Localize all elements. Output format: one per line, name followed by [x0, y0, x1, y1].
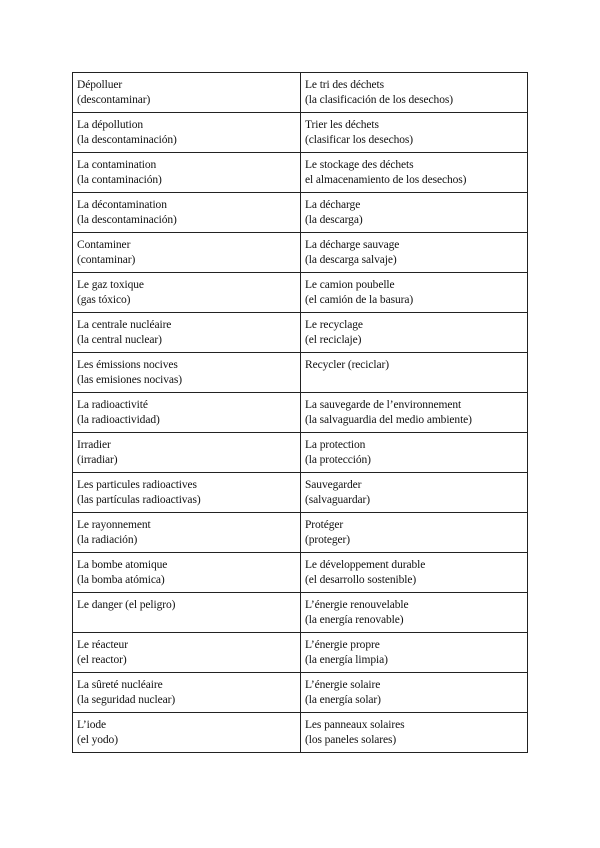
term-line: Irradier	[77, 439, 111, 451]
table-row	[73, 313, 528, 353]
term-line: Dépolluer	[77, 79, 123, 91]
term-translation-line: (descontaminar)	[77, 94, 151, 106]
term-translation-line: (el desarrollo sostenible)	[305, 574, 417, 586]
term-translation-line: (la clasificación de los desechos)	[305, 94, 453, 106]
term-line: Les émissions nocives	[77, 359, 178, 371]
term-line: L’énergie propre	[305, 639, 380, 651]
french-term-cell	[73, 393, 301, 433]
term-line: La sauvegarde de l’environnement	[305, 399, 462, 411]
term-line: Le camion poubelle	[305, 279, 395, 291]
term-line: L’iode	[77, 719, 106, 731]
translation-cell	[301, 273, 528, 313]
french-term-cell	[73, 513, 301, 553]
term-translation-line: (clasificar los desechos)	[305, 134, 413, 146]
translation-cell	[301, 353, 528, 393]
table-row	[73, 273, 528, 313]
term-line: La décontamination	[77, 199, 167, 211]
term-translation-line: (las emisiones nocivas)	[77, 374, 183, 386]
term-translation-line: (la salvaguardia del medio ambiente)	[305, 414, 472, 426]
term-translation-line: (la bomba atómica)	[77, 574, 165, 586]
translation-cell	[301, 73, 528, 113]
term-translation-line: (la central nuclear)	[77, 334, 162, 346]
term-translation-line: (la descarga)	[305, 214, 363, 226]
term-translation-line: (la radioactividad)	[77, 414, 160, 426]
translation-cell	[301, 113, 528, 153]
term-line: L’énergie solaire	[305, 679, 381, 691]
french-term-cell	[73, 593, 301, 633]
french-term-cell	[73, 353, 301, 393]
table-row	[73, 153, 528, 193]
term-line: Les panneaux solaires	[305, 719, 405, 731]
term-translation-line: (las partículas radioactivas)	[77, 494, 201, 506]
french-term-cell	[73, 433, 301, 473]
french-term-cell	[73, 233, 301, 273]
term-line: Recycler (reciclar)	[305, 359, 389, 371]
french-term-cell	[73, 673, 301, 713]
term-translation-line: (la protección)	[305, 454, 371, 466]
term-line: La dépollution	[77, 119, 143, 131]
term-translation-line: (la energía renovable)	[305, 614, 404, 626]
french-term-cell	[73, 313, 301, 353]
french-term-cell	[73, 113, 301, 153]
term-line: Les particules radioactives	[77, 479, 197, 491]
vocabulary-table	[72, 72, 528, 753]
term-translation-line: (gas tóxico)	[77, 294, 131, 306]
table-row	[73, 553, 528, 593]
term-translation-line: (la contaminación)	[77, 174, 162, 186]
table-row	[73, 193, 528, 233]
term-translation-line: (la descontaminación)	[77, 134, 177, 146]
table-row	[73, 673, 528, 713]
french-term-cell	[73, 473, 301, 513]
term-line: Trier les déchets	[305, 119, 379, 131]
term-line: La protection	[305, 439, 366, 451]
french-term-cell	[73, 553, 301, 593]
french-term-cell	[73, 633, 301, 673]
translation-cell	[301, 553, 528, 593]
table-row	[73, 433, 528, 473]
french-term-cell	[73, 153, 301, 193]
translation-cell	[301, 633, 528, 673]
term-line: Sauvegarder	[305, 479, 362, 491]
translation-cell	[301, 593, 528, 633]
term-translation-line: (la energía limpia)	[305, 654, 388, 666]
translation-cell	[301, 513, 528, 553]
term-line: Le stockage des déchets	[305, 159, 414, 171]
table-row	[73, 393, 528, 433]
term-translation-line: (el yodo)	[77, 734, 118, 746]
term-translation-line: el almacenamiento de los desechos)	[305, 174, 467, 186]
french-term-cell	[73, 73, 301, 113]
term-translation-line: (salvaguardar)	[305, 494, 371, 506]
term-line: Contaminer	[77, 239, 131, 251]
term-line: Le développement durable	[305, 559, 426, 571]
term-translation-line: (la descarga salvaje)	[305, 254, 397, 266]
term-translation-line: (la radiación)	[77, 534, 138, 546]
term-line: L’énergie renouvelable	[305, 599, 409, 611]
term-line: Le réacteur	[77, 639, 128, 651]
table-row	[73, 353, 528, 393]
table-row	[73, 713, 528, 753]
french-term-cell	[73, 193, 301, 233]
translation-cell	[301, 713, 528, 753]
term-translation-line: (el reciclaje)	[305, 334, 362, 346]
term-translation-line: (la seguridad nuclear)	[77, 694, 176, 706]
table-row	[73, 73, 528, 113]
term-line: Le rayonnement	[77, 519, 151, 531]
term-line: Le tri des déchets	[305, 79, 384, 91]
term-translation-line: (proteger)	[305, 534, 350, 546]
vocabulary-table-body	[73, 73, 528, 753]
term-line: La décharge	[305, 199, 361, 211]
translation-cell	[301, 673, 528, 713]
translation-cell	[301, 473, 528, 513]
translation-cell	[301, 193, 528, 233]
table-row	[73, 473, 528, 513]
term-line: Protéger	[305, 519, 344, 531]
term-translation-line: (irradiar)	[77, 454, 118, 466]
translation-cell	[301, 233, 528, 273]
french-term-cell	[73, 713, 301, 753]
term-line: Le recyclage	[305, 319, 363, 331]
term-translation-line: (los paneles solares)	[305, 734, 397, 746]
translation-cell	[301, 153, 528, 193]
term-line: Le gaz toxique	[77, 279, 144, 291]
translation-cell	[301, 393, 528, 433]
french-term-cell	[73, 273, 301, 313]
table-row	[73, 233, 528, 273]
term-translation-line: (el camión de la basura)	[305, 294, 414, 306]
term-line: La centrale nucléaire	[77, 319, 172, 331]
term-line: Le danger (el peligro)	[77, 599, 176, 611]
table-row	[73, 633, 528, 673]
term-line: La décharge sauvage	[305, 239, 400, 251]
term-translation-line: (la descontaminación)	[77, 214, 177, 226]
term-translation-line: (el reactor)	[77, 654, 127, 666]
term-line: La bombe atomique	[77, 559, 168, 571]
term-translation-line: (la energía solar)	[305, 694, 381, 706]
translation-cell	[301, 433, 528, 473]
term-line: La radioactivité	[77, 399, 148, 411]
table-row	[73, 593, 528, 633]
term-line: La contamination	[77, 159, 157, 171]
table-row	[73, 513, 528, 553]
translation-cell	[301, 313, 528, 353]
term-line: La sûreté nucléaire	[77, 679, 163, 691]
table-row	[73, 113, 528, 153]
term-translation-line: (contaminar)	[77, 254, 136, 266]
